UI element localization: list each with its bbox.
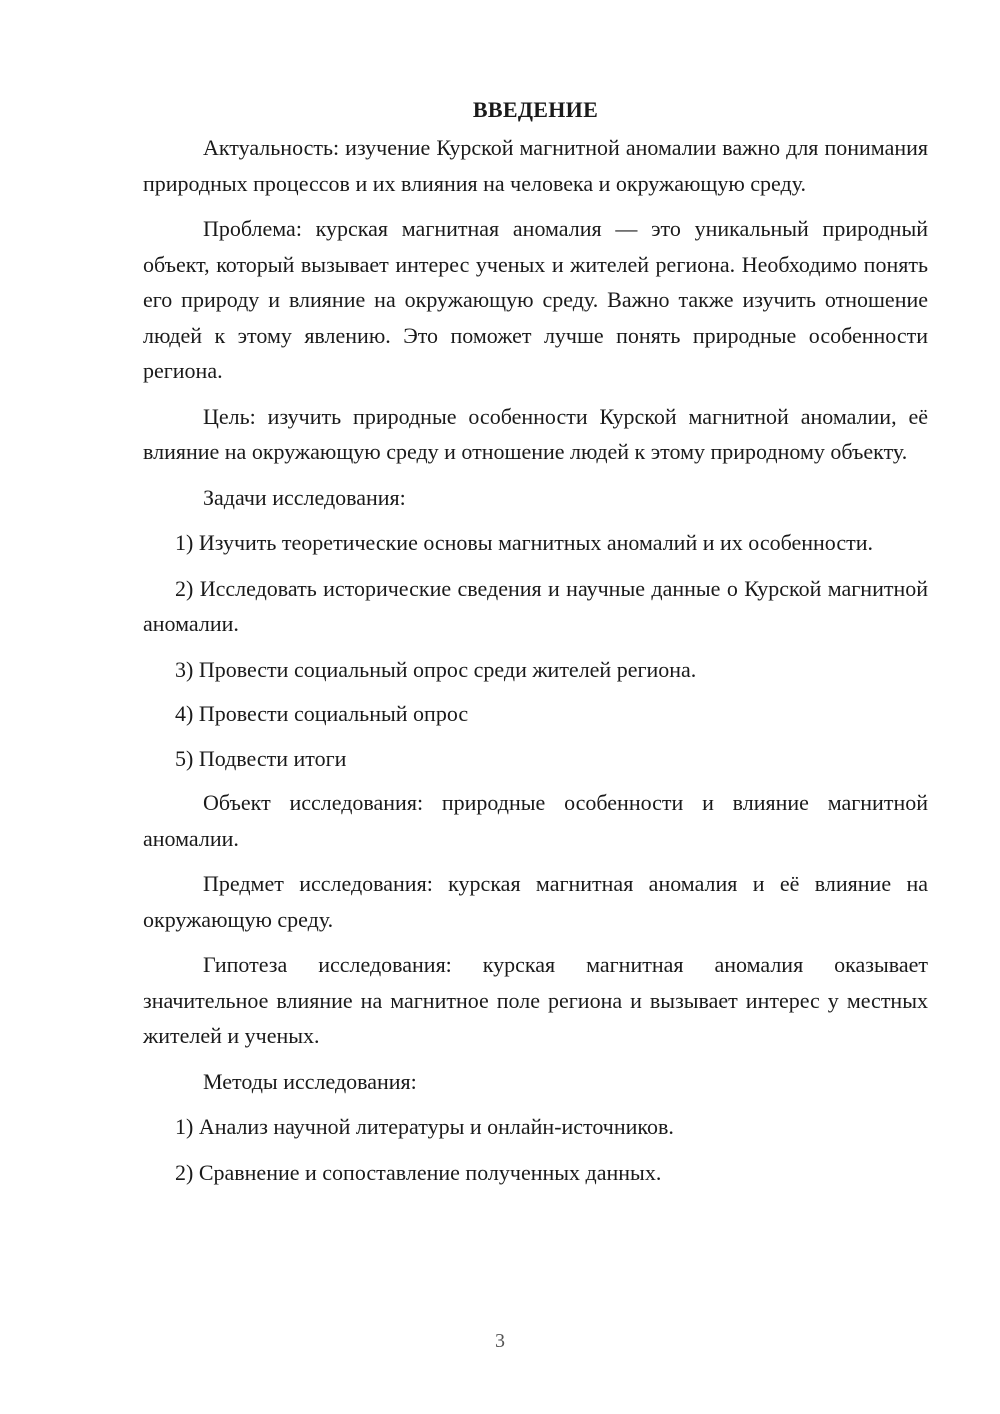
section-title: ВВЕДЕНИЕ (472, 97, 599, 122)
methods-heading: Методы исследования: (203, 1068, 417, 1094)
paragraph-object: Объект исследования: природные особенности и влияние магнитной аномалии. (143, 790, 928, 851)
document-page (143, 92, 928, 1190)
paragraph-hypothesis: Гипотеза исследования: курская магнитная аномалия оказывает значительное влияние на магнитное поле региона и вызывает интерес у местных жителей и ученых. (143, 952, 928, 1048)
method-item-2: 2) Сравнение и сопоставление полученных данных. (175, 1159, 662, 1185)
task-item-4: 4) Провести социальный опрос (175, 701, 469, 726)
task-item-1: 1) Изучить теоретические основы магнитных аномалий и их особенности. (175, 530, 874, 555)
task-item-3: 3) Провести социальный опрос среди жителей региона. (175, 656, 697, 682)
paragraph-problem: Проблема: курская магнитная аномалия — это уникальный природный объект, который вызывает интерес ученых и жителей региона. Необходимо понять его природу и влияние на окружающую среду. Важно также изучить отношение людей к этому явлению. Это поможет лучше понять природные особенности региона. (143, 216, 928, 383)
page-number: 3 (495, 1330, 505, 1352)
paragraph-relevance: Актуальность: изучение Курской магнитной аномалии важно для понимания природных процессов и их влияния на человека и окружающую среду. (143, 135, 928, 196)
task-item-2: 2) Исследовать исторические сведения и научные данные о Курской магнитной аномалии. (143, 575, 928, 636)
tasks-heading: Задачи исследования: (203, 484, 406, 510)
task-item-5: 5) Подвести итоги (175, 745, 347, 771)
method-item-1: 1) Анализ научной литературы и онлайн-источников. (175, 1114, 674, 1139)
paragraph-goal: Цель: изучить природные особенности Курской магнитной аномалии, её влияние на окружающую среду и отношение людей к этому природному объекту. (143, 403, 928, 464)
paragraph-subject: Предмет исследования: курская магнитная аномалия и её влияние на окружающую среду. (143, 871, 928, 932)
